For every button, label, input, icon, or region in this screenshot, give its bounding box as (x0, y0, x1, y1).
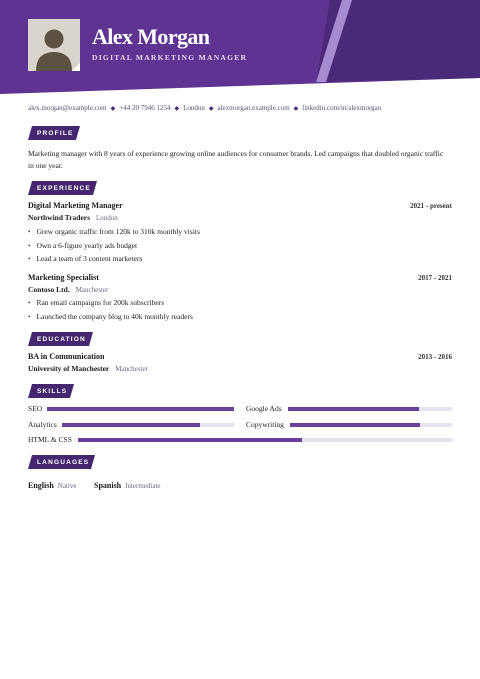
skill-bar-fill (290, 423, 420, 427)
school-location: Manchester (115, 365, 148, 373)
profile-summary: Marketing manager with 8 years of experience growing online audiences for consumer brands. Led campaigns that doubled organic traffic in one year. (28, 149, 444, 170)
section-heading-languages: LANGUAGES (28, 455, 97, 469)
job-date: 2017 - 2021 (418, 274, 452, 282)
contact-phone[interactable]: +44 20 7946 1254 (119, 104, 171, 112)
section-heading-profile: PROFILE (28, 126, 82, 140)
section-heading-skills: SKILLS (28, 384, 75, 398)
skill-bar-fill (47, 407, 234, 411)
list-item: • Own a 6-figure yearly ads budget (28, 241, 137, 250)
job-location: London (96, 214, 118, 222)
list-item: • Lead a team of 3 content marketers (28, 254, 142, 263)
degree-title: BA in Communication (28, 352, 105, 361)
skill-bar-fill (62, 423, 200, 427)
skill-bar (78, 438, 452, 442)
school-name: University of Manchester Manchester (28, 364, 148, 373)
job-date: 2021 - present (410, 202, 452, 210)
job-company: Northwind Traders London (28, 213, 118, 222)
job-title: Marketing Specialist (28, 273, 99, 282)
separator-dot-icon: ◆ (208, 106, 214, 112)
contact-website[interactable]: alexmorgan.example.com (217, 104, 290, 112)
separator-dot-icon: ◆ (110, 106, 116, 112)
job-location: Manchester (75, 286, 109, 294)
contact-email[interactable]: alex.morgan@example.com (28, 104, 107, 112)
list-item: • Launched the company blog to 40k monthly readers (28, 312, 193, 321)
section-heading-experience: EXPERIENCE (28, 181, 99, 195)
skill-label: HTML & CSS (28, 435, 72, 444)
contact-linkedin[interactable]: linkedin.com/in/alexmorgan (302, 104, 382, 112)
list-item: • Grew organic traffic from 120k to 310k monthly visits (28, 227, 200, 236)
contact-bar (28, 104, 458, 112)
skill-label: Copywriting (246, 420, 284, 429)
candidate-title: DIGITAL MARKETING MANAGER (92, 53, 248, 62)
skill-bar (47, 407, 234, 411)
education-date: 2013 - 2016 (418, 353, 452, 361)
job-company: Contoso Ltd. Manchester (28, 285, 109, 294)
resume-header (0, 0, 480, 100)
skill-label: SEO (28, 404, 43, 413)
language-item: English Native (28, 481, 77, 490)
skill-bar (288, 407, 452, 411)
list-item: • Ran email campaigns for 200k subscribers (28, 298, 164, 307)
skill-bar-fill (288, 407, 419, 411)
skill-label: Analytics (28, 420, 57, 429)
separator-dot-icon: ◆ (174, 106, 180, 112)
avatar (28, 19, 80, 71)
skill-bar (290, 423, 452, 427)
section-heading-education: EDUCATION (28, 332, 94, 346)
person-icon (28, 19, 80, 71)
candidate-name: Alex Morgan (92, 24, 210, 49)
language-item: Spanish Intermediate (94, 481, 161, 490)
skill-label: Google Ads (246, 404, 282, 413)
skill-bar-fill (78, 438, 302, 442)
job-title: Digital Marketing Manager (28, 201, 123, 210)
skill-bar (62, 423, 234, 427)
contact-location: London (183, 104, 205, 112)
separator-dot-icon: ◆ (293, 106, 299, 112)
